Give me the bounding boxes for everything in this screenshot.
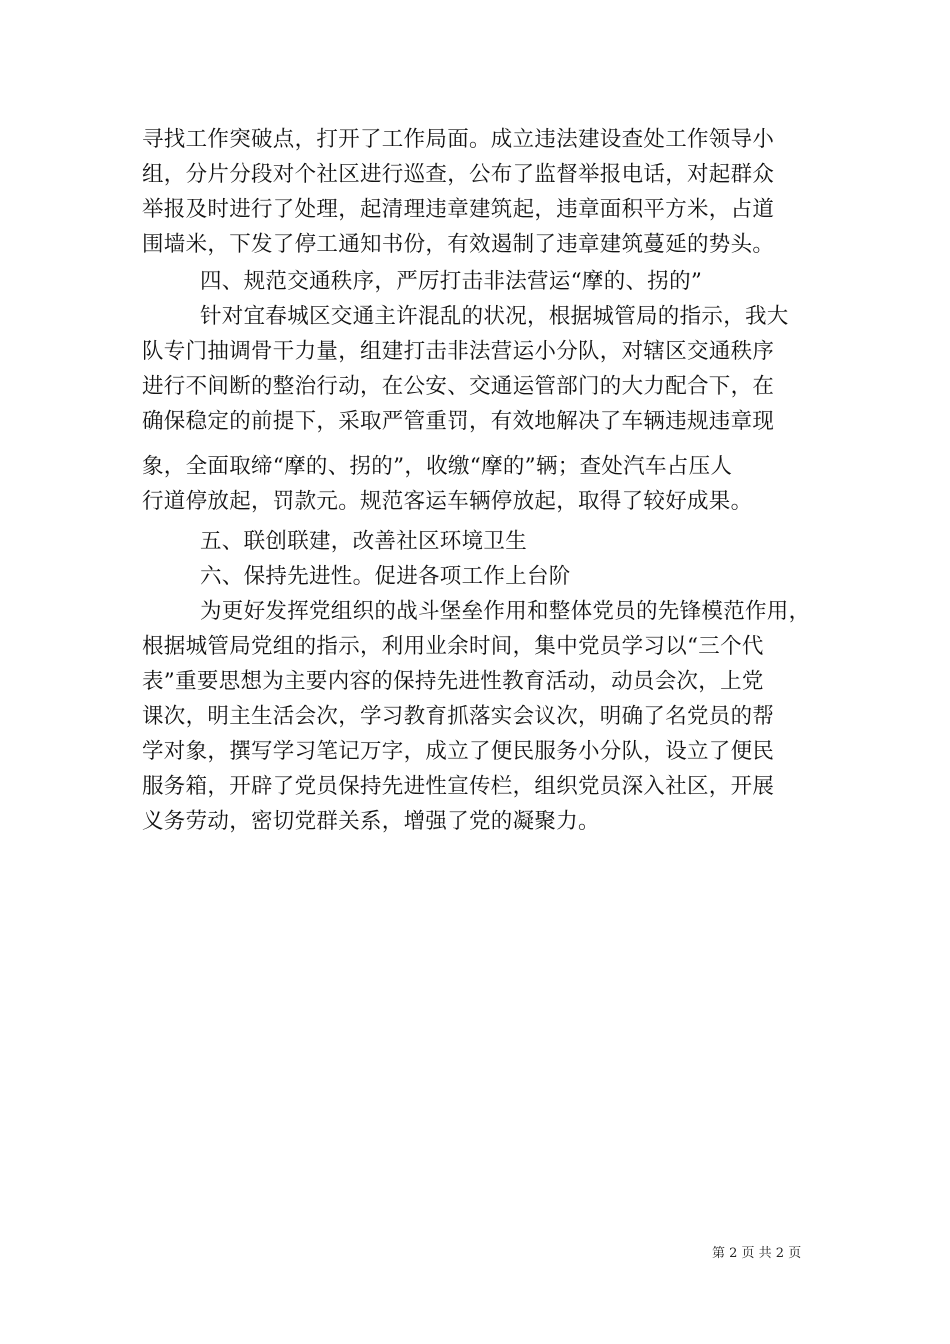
text-line: 服务箱，开辟了党员保持先进性宣传栏，组织党员深入社区，开展 xyxy=(142,774,775,799)
text-line: 进行不间断的整治行动，在公安、交通运管部门的大力配合下，在 xyxy=(142,374,775,399)
section-heading: 五、联创联建，改善社区环境卫生 xyxy=(200,529,528,554)
text-line: 学对象，撰写学习笔记万字，成立了便民服务小分队，设立了便民 xyxy=(142,739,775,764)
text-line: 表”重要思想为主要内容的保持先进性教育活动，动员会次，上党 xyxy=(142,669,764,694)
text-line: 为更好发挥党组织的战斗堡垒作用和整体党员的先锋模范作用， xyxy=(200,599,811,624)
text-line: 组，分片分段对个社区进行巡查，公布了监督举报电话，对起群众 xyxy=(142,162,775,187)
section-heading: 六、保持先进性。促进各项工作上台阶 xyxy=(200,564,571,589)
text-line: 围墙米，下发了停工通知书份，有效遏制了违章建筑蔓延的势头。 xyxy=(142,232,775,257)
section-heading: 四、规范交通秩序，严厉打击非法营运“摩的、拐的” xyxy=(200,269,703,294)
text-line: 象，全面取缔“摩的、拐的”，收缴“摩的”辆；查处汽车占压人 xyxy=(142,454,733,479)
text-line: 队专门抽调骨干力量，组建打击非法营运小分队，对辖区交通秩序 xyxy=(142,339,775,364)
text-line: 义务劳动，密切党群关系，增强了党的凝聚力。 xyxy=(142,809,600,834)
page-footer: 第 2 页 共 2 页 xyxy=(712,1246,802,1261)
text-line: 寻找工作突破点，打开了工作局面。成立违法建设查处工作领导小 xyxy=(142,127,775,152)
text-line: 确保稳定的前提下，采取严管重罚，有效地解决了车辆违规违章现 xyxy=(142,409,775,434)
text-line: 针对宜春城区交通主许混乱的状况，根据城管局的指示，我大 xyxy=(200,304,789,329)
text-line: 课次，明主生活会次，学习教育抓落实会议次，明确了名党员的帮 xyxy=(142,704,775,729)
text-line: 行道停放起，罚款元。规范客运车辆停放起，取得了较好成果。 xyxy=(142,489,753,514)
text-line: 举报及时进行了处理，起清理违章建筑起，违章面积平方米，占道 xyxy=(142,197,775,222)
text-line: 根据城管局党组的指示，利用业余时间，集中党员学习以“三个代 xyxy=(142,634,764,659)
